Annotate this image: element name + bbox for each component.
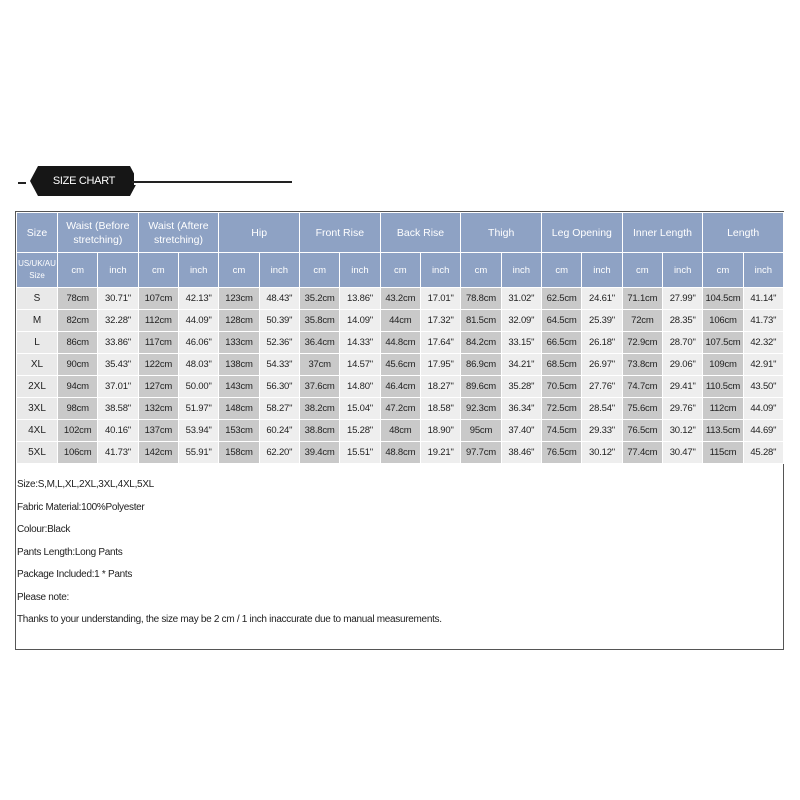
banner-rule xyxy=(132,181,292,183)
inch-value: 42.32" xyxy=(743,332,783,354)
table-row xyxy=(17,332,784,354)
cm-value: 46.4cm xyxy=(380,376,420,398)
inch-value: 54.33" xyxy=(259,354,299,376)
inch-value: 17.95" xyxy=(420,354,460,376)
cm-value: 97.7cm xyxy=(461,442,501,464)
inch-value: 28.54" xyxy=(582,398,622,420)
size-rows xyxy=(17,288,784,464)
cm-value: 106cm xyxy=(58,442,98,464)
unit-cm-header: cm xyxy=(138,253,178,288)
us-uk-au-size-header: US/UK/AU Size xyxy=(17,253,58,288)
inch-value: 35.43" xyxy=(98,354,138,376)
inch-value: 41.73" xyxy=(98,442,138,464)
cm-value: 76.5cm xyxy=(542,442,582,464)
group-header-back-rise: Back Rise xyxy=(380,213,461,253)
cm-value: 37.6cm xyxy=(300,376,340,398)
inch-value: 33.86" xyxy=(98,332,138,354)
inch-value: 14.33" xyxy=(340,332,380,354)
cm-value: 128cm xyxy=(219,310,259,332)
inch-value: 17.32" xyxy=(420,310,460,332)
inch-value: 44.69" xyxy=(743,420,783,442)
group-header-row xyxy=(17,213,784,253)
inch-value: 14.09" xyxy=(340,310,380,332)
cm-value: 72.5cm xyxy=(542,398,582,420)
cm-value: 84.2cm xyxy=(461,332,501,354)
inch-value: 29.33" xyxy=(582,420,622,442)
inch-value: 48.03" xyxy=(178,354,218,376)
cm-value: 44.8cm xyxy=(380,332,420,354)
cm-value: 117cm xyxy=(138,332,178,354)
cm-value: 106cm xyxy=(703,310,743,332)
inch-value: 18.27" xyxy=(420,376,460,398)
unit-cm-header: cm xyxy=(542,253,582,288)
product-info xyxy=(17,474,777,632)
cm-value: 77.4cm xyxy=(622,442,662,464)
cm-value: 148cm xyxy=(219,398,259,420)
cm-value: 71.1cm xyxy=(622,288,662,310)
cm-value: 70.5cm xyxy=(542,376,582,398)
cm-value: 138cm xyxy=(219,354,259,376)
info-colour: Colour:Black xyxy=(17,524,71,535)
cm-value: 75.6cm xyxy=(622,398,662,420)
cm-value: 44cm xyxy=(380,310,420,332)
cm-value: 78cm xyxy=(58,288,98,310)
cm-value: 38.8cm xyxy=(300,420,340,442)
cm-value: 107cm xyxy=(138,288,178,310)
inch-value: 29.41" xyxy=(663,376,703,398)
unit-inch-header: inch xyxy=(340,253,380,288)
inch-value: 15.28" xyxy=(340,420,380,442)
cm-value: 110.5cm xyxy=(703,376,743,398)
cm-value: 64.5cm xyxy=(542,310,582,332)
inch-value: 26.97" xyxy=(582,354,622,376)
cm-value: 133cm xyxy=(219,332,259,354)
cm-value: 92.3cm xyxy=(461,398,501,420)
group-header-waist-after: Waist (Aftere stretching) xyxy=(138,213,219,253)
cm-value: 43.2cm xyxy=(380,288,420,310)
inch-value: 14.57" xyxy=(340,354,380,376)
banner-notch-right xyxy=(134,173,138,185)
inch-value: 26.18" xyxy=(582,332,622,354)
inch-value: 55.91" xyxy=(178,442,218,464)
info-pants-length: Pants Length:Long Pants xyxy=(17,546,123,558)
inch-value: 46.06" xyxy=(178,332,218,354)
cm-value: 158cm xyxy=(219,442,259,464)
info-fabric: Fabric Material:100%Polyester xyxy=(17,501,145,513)
inch-value: 41.14" xyxy=(743,288,783,310)
unit-inch-header: inch xyxy=(501,253,541,288)
inch-value: 30.12" xyxy=(582,442,622,464)
inch-value: 28.35" xyxy=(663,310,703,332)
cm-value: 86.9cm xyxy=(461,354,501,376)
unit-cm-header: cm xyxy=(300,253,340,288)
size-column-header: Size xyxy=(17,213,58,253)
inch-value: 50.00" xyxy=(178,376,218,398)
group-header-length: Length xyxy=(703,213,784,253)
cm-value: 62.5cm xyxy=(542,288,582,310)
inch-value: 48.43" xyxy=(259,288,299,310)
cm-value: 113.5cm xyxy=(703,420,743,442)
unit-inch-header: inch xyxy=(582,253,622,288)
table-row xyxy=(17,354,784,376)
inch-value: 42.91" xyxy=(743,354,783,376)
unit-cm-header: cm xyxy=(703,253,743,288)
inch-value: 37.01" xyxy=(98,376,138,398)
size-label: L xyxy=(17,332,58,354)
cm-value: 74.5cm xyxy=(542,420,582,442)
info-note: Thanks to your understanding, the size may be 2 cm / 1 inch inaccurate due to manual measurements. xyxy=(17,614,442,625)
cm-value: 123cm xyxy=(219,288,259,310)
group-header-front-rise: Front Rise xyxy=(300,213,381,253)
inch-value: 56.30" xyxy=(259,376,299,398)
cm-value: 74.7cm xyxy=(622,376,662,398)
inch-value: 19.21" xyxy=(420,442,460,464)
cm-value: 109cm xyxy=(703,354,743,376)
cm-value: 142cm xyxy=(138,442,178,464)
inch-value: 44.09" xyxy=(743,398,783,420)
unit-cm-header: cm xyxy=(461,253,501,288)
cm-value: 35.8cm xyxy=(300,310,340,332)
inch-value: 58.27" xyxy=(259,398,299,420)
cm-value: 95cm xyxy=(461,420,501,442)
cm-value: 102cm xyxy=(58,420,98,442)
inch-value: 33.15" xyxy=(501,332,541,354)
inch-value: 52.36" xyxy=(259,332,299,354)
size-label: 2XL xyxy=(17,376,58,398)
inch-value: 27.76" xyxy=(582,376,622,398)
table-row xyxy=(17,310,784,332)
cm-value: 45.6cm xyxy=(380,354,420,376)
size-chart-title: SIZE CHART xyxy=(38,166,130,196)
cm-value: 107.5cm xyxy=(703,332,743,354)
banner-dash xyxy=(18,182,26,184)
cm-value: 81.5cm xyxy=(461,310,501,332)
inch-value: 27.99" xyxy=(663,288,703,310)
inch-value: 36.34" xyxy=(501,398,541,420)
inch-value: 15.04" xyxy=(340,398,380,420)
inch-value: 29.76" xyxy=(663,398,703,420)
table-row xyxy=(17,398,784,420)
inch-value: 17.01" xyxy=(420,288,460,310)
cm-value: 48cm xyxy=(380,420,420,442)
cm-value: 78.8cm xyxy=(461,288,501,310)
unit-inch-header: inch xyxy=(98,253,138,288)
info-note-title: Please note: xyxy=(17,591,69,603)
inch-value: 30.71" xyxy=(98,288,138,310)
cm-value: 72.9cm xyxy=(622,332,662,354)
inch-value: 62.20" xyxy=(259,442,299,464)
cm-value: 38.2cm xyxy=(300,398,340,420)
cm-value: 112cm xyxy=(138,310,178,332)
inch-value: 41.73" xyxy=(743,310,783,332)
inch-value: 44.09" xyxy=(178,310,218,332)
inch-value: 50.39" xyxy=(259,310,299,332)
inch-value: 18.90" xyxy=(420,420,460,442)
size-label: 3XL xyxy=(17,398,58,420)
inch-value: 37.40" xyxy=(501,420,541,442)
size-chart-banner xyxy=(18,164,308,200)
inch-value: 29.06" xyxy=(663,354,703,376)
info-size: Size:S,M,L,XL,2XL,3XL,4XL,5XL xyxy=(17,479,154,490)
inch-value: 32.09" xyxy=(501,310,541,332)
cm-value: 68.5cm xyxy=(542,354,582,376)
cm-value: 66.5cm xyxy=(542,332,582,354)
inch-value: 34.21" xyxy=(501,354,541,376)
size-label: M xyxy=(17,310,58,332)
cm-value: 72cm xyxy=(622,310,662,332)
inch-value: 17.64" xyxy=(420,332,460,354)
inch-value: 45.28" xyxy=(743,442,783,464)
unit-inch-header: inch xyxy=(663,253,703,288)
size-label: 5XL xyxy=(17,442,58,464)
unit-inch-header: inch xyxy=(259,253,299,288)
group-header-waist-before: Waist (Before stretching) xyxy=(58,213,139,253)
unit-inch-header: inch xyxy=(743,253,783,288)
cm-value: 132cm xyxy=(138,398,178,420)
inch-value: 32.28" xyxy=(98,310,138,332)
cm-value: 98cm xyxy=(58,398,98,420)
cm-value: 48.8cm xyxy=(380,442,420,464)
inch-value: 30.12" xyxy=(663,420,703,442)
cm-value: 115cm xyxy=(703,442,743,464)
inch-value: 25.39" xyxy=(582,310,622,332)
unit-inch-header: inch xyxy=(178,253,218,288)
inch-value: 43.50" xyxy=(743,376,783,398)
inch-value: 28.70" xyxy=(663,332,703,354)
cm-value: 35.2cm xyxy=(300,288,340,310)
table-row xyxy=(17,420,784,442)
cm-value: 122cm xyxy=(138,354,178,376)
cm-value: 36.4cm xyxy=(300,332,340,354)
size-label: S xyxy=(17,288,58,310)
cm-value: 37cm xyxy=(300,354,340,376)
cm-value: 39.4cm xyxy=(300,442,340,464)
size-label: 4XL xyxy=(17,420,58,442)
group-header-hip: Hip xyxy=(219,213,300,253)
inch-value: 18.58" xyxy=(420,398,460,420)
cm-value: 73.8cm xyxy=(622,354,662,376)
inch-value: 14.80" xyxy=(340,376,380,398)
group-header-thigh: Thigh xyxy=(461,213,542,253)
cm-value: 127cm xyxy=(138,376,178,398)
cm-value: 143cm xyxy=(219,376,259,398)
table-row xyxy=(17,442,784,464)
table-row xyxy=(17,288,784,310)
cm-value: 153cm xyxy=(219,420,259,442)
group-header-leg-opening: Leg Opening xyxy=(542,213,623,253)
group-header-inner-length: Inner Length xyxy=(622,213,703,253)
cm-value: 82cm xyxy=(58,310,98,332)
cm-value: 47.2cm xyxy=(380,398,420,420)
unit-header-row xyxy=(17,253,784,288)
inch-value: 31.02" xyxy=(501,288,541,310)
cm-value: 76.5cm xyxy=(622,420,662,442)
table-row xyxy=(17,376,784,398)
cm-value: 94cm xyxy=(58,376,98,398)
inch-value: 40.16" xyxy=(98,420,138,442)
inch-value: 53.94" xyxy=(178,420,218,442)
inch-value: 15.51" xyxy=(340,442,380,464)
cm-value: 137cm xyxy=(138,420,178,442)
cm-value: 112cm xyxy=(703,398,743,420)
cm-value: 89.6cm xyxy=(461,376,501,398)
unit-cm-header: cm xyxy=(380,253,420,288)
size-label: XL xyxy=(17,354,58,376)
inch-value: 42.13" xyxy=(178,288,218,310)
inch-value: 24.61" xyxy=(582,288,622,310)
inch-value: 38.46" xyxy=(501,442,541,464)
inch-value: 60.24" xyxy=(259,420,299,442)
cm-value: 86cm xyxy=(58,332,98,354)
unit-cm-header: cm xyxy=(622,253,662,288)
unit-cm-header: cm xyxy=(58,253,98,288)
inch-value: 13.86" xyxy=(340,288,380,310)
cm-value: 104.5cm xyxy=(703,288,743,310)
inch-value: 38.58" xyxy=(98,398,138,420)
unit-cm-header: cm xyxy=(219,253,259,288)
info-package: Package Included:1 * Pants xyxy=(17,569,133,580)
unit-inch-header: inch xyxy=(420,253,460,288)
inch-value: 51.97" xyxy=(178,398,218,420)
size-chart-table xyxy=(16,212,784,464)
inch-value: 35.28" xyxy=(501,376,541,398)
cm-value: 90cm xyxy=(58,354,98,376)
inch-value: 30.47" xyxy=(663,442,703,464)
